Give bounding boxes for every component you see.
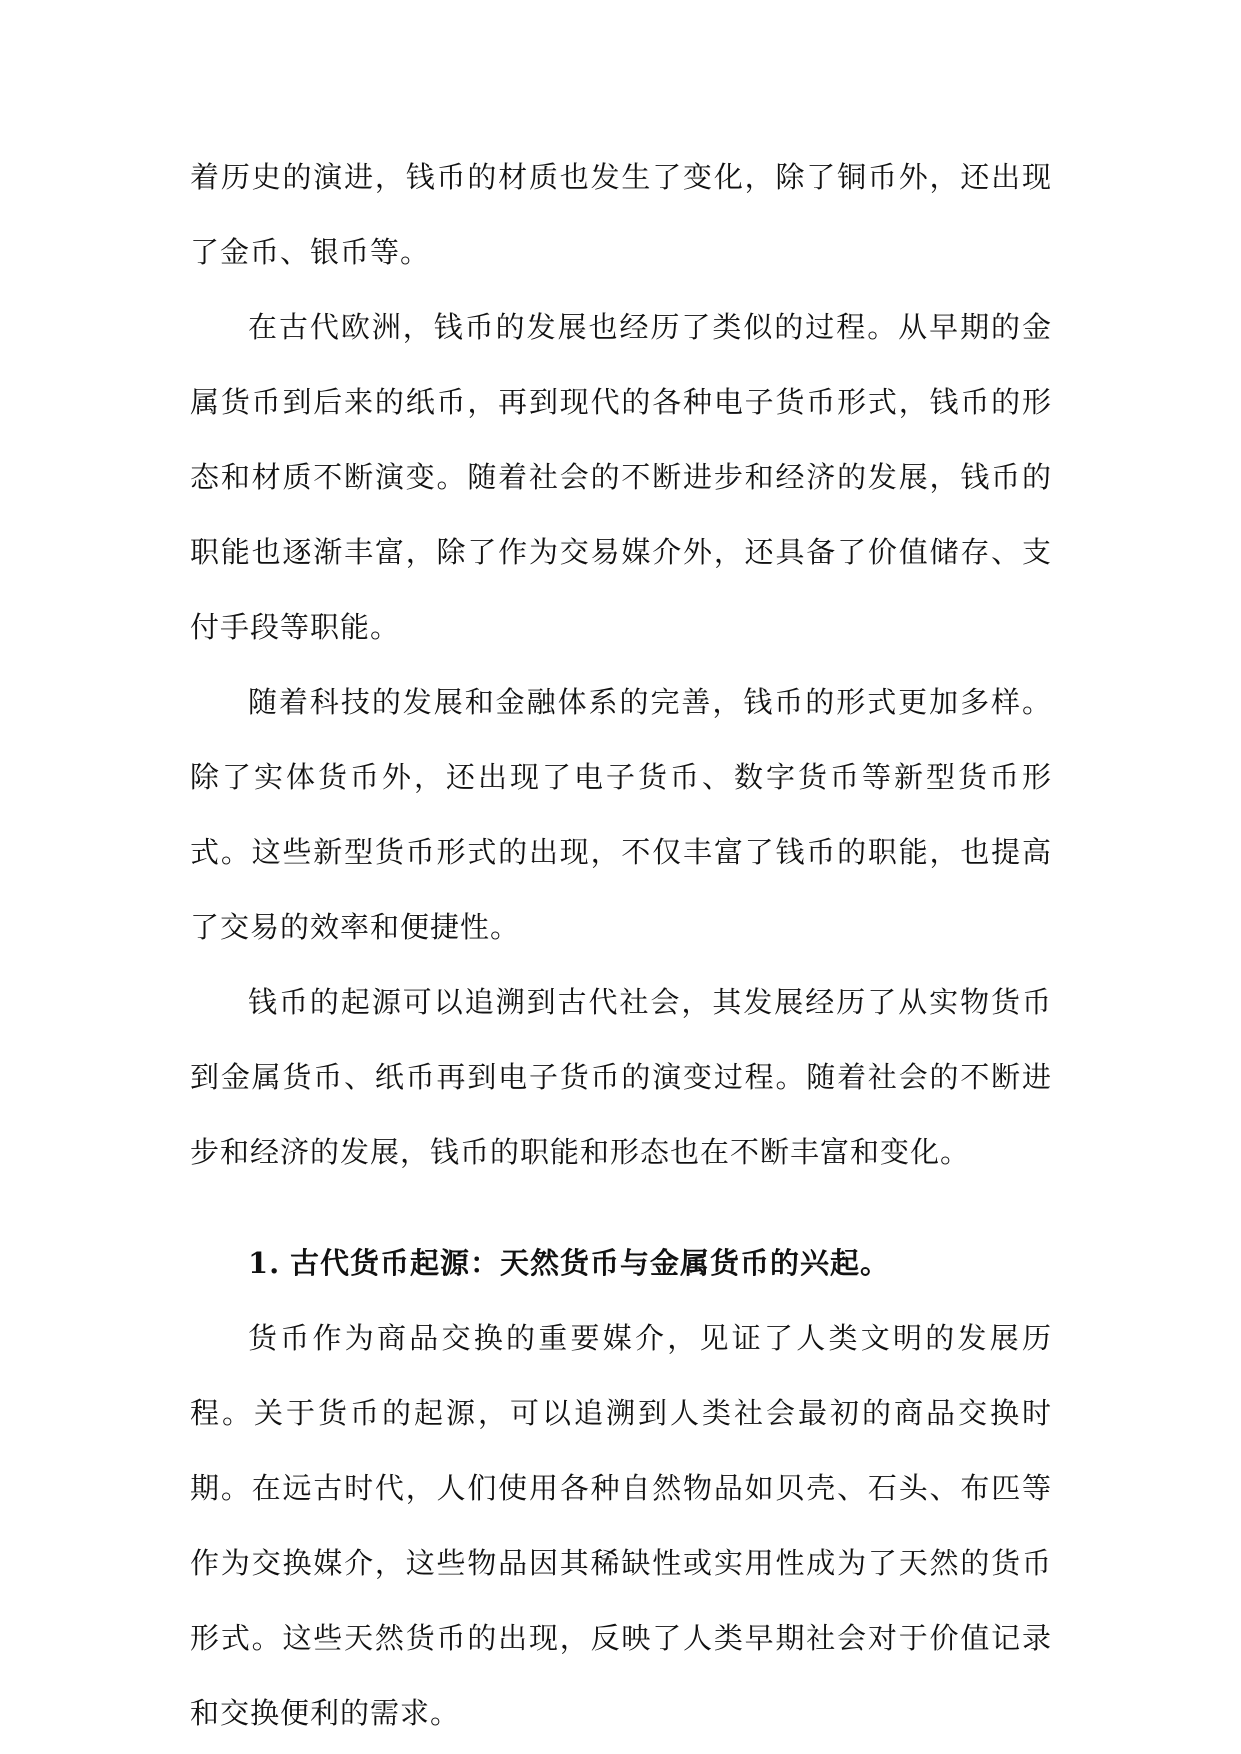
section-heading	[190, 1226, 1052, 1301]
section-number: 1.	[248, 1246, 281, 1280]
document-body	[190, 140, 1052, 1751]
paragraph-continuation: 着历史的演进，钱币的材质也发生了变化，除了铜币外，还出现了金币、银币等。	[190, 160, 1052, 269]
paragraph-summary: 钱币的起源可以追溯到古代社会，其发展经历了从实物货币到金属货币、纸币再到电子货币的演变过程。随着社会的不断进步和经济的发展，钱币的职能和形态也在不断丰富和变化。	[190, 985, 1052, 1169]
paragraph-technology: 随着科技的发展和金融体系的完善，钱币的形式更加多样。除了实体货币外，还出现了电子货币、数字货币等新型货币形式。这些新型货币形式的出现，不仅丰富了钱币的职能，也提高了交易的效率和便捷性。	[190, 685, 1052, 944]
paragraph-europe: 在古代欧洲，钱币的发展也经历了类似的过程。从早期的金属货币到后来的纸币，再到现代的各种电子货币形式，钱币的形态和材质不断演变。随着社会的不断进步和经济的发展，钱币的职能也逐渐丰富，除了作为交易媒介外，还具备了价值储存、支付手段等职能。	[190, 310, 1052, 644]
paragraph-origin: 货币作为商品交换的重要媒介，见证了人类文明的发展历程。关于货币的起源，可以追溯到人类社会最初的商品交换时期。在远古时代，人们使用各种自然物品如贝壳、石头、布匹等作为交换媒介，这些物品因其稀缺性或实用性成为了天然的货币形式。这些天然货币的出现，反映了人类早期社会对于价值记录和交换便利的需求。	[190, 1321, 1052, 1730]
section-title: 古代货币起源：天然货币与金属货币的兴起。	[290, 1246, 891, 1280]
